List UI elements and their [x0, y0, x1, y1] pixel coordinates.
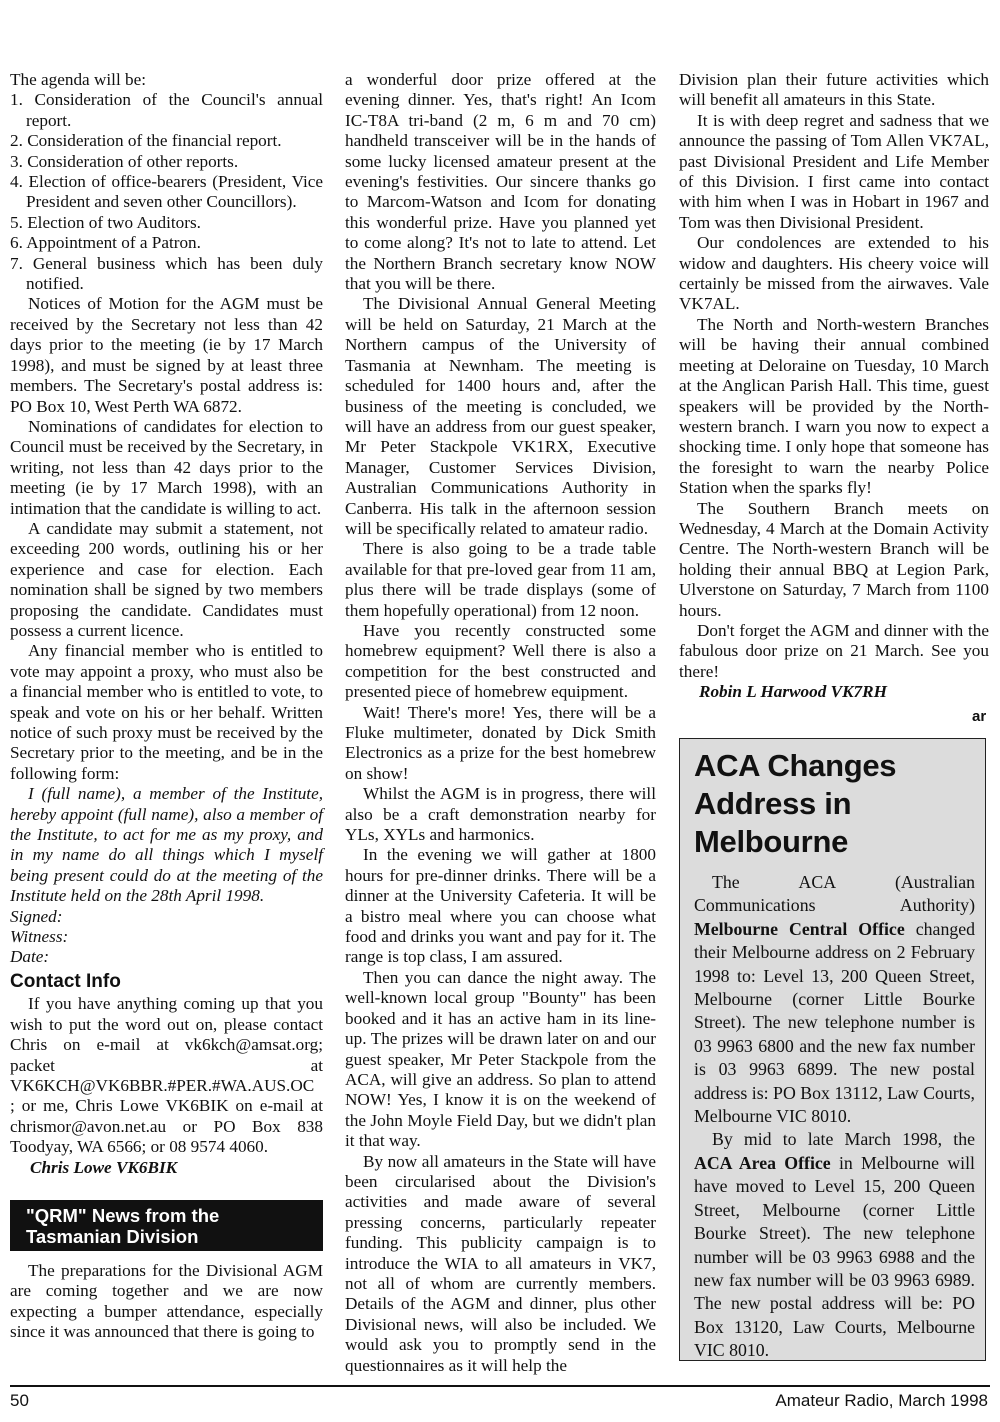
text-run-bold: Melbourne Central Office [694, 918, 905, 939]
page-number: 50 [10, 1391, 29, 1410]
section-banner-tasmanian [10, 1200, 323, 1251]
paragraph: The North and North-western Branches will be having their annual combined meeting at Deloraine on Tuesday, 10 March at the Anglican Parish Hall. This time, guest speakers will be provided by the North-western branch. I warn you now to expect a shocking time. I only hope that someone has the foresight to warn the nearby Police Station when the sparks fly! [679, 314, 989, 498]
box-paragraph [694, 871, 975, 1128]
paragraph-contact: If you have anything coming up that you wish to put the word out on, please contact Chris on e-mail at vk6kch@amsat.org; packet at VK6KCH@VK6BBR.#PER.#WA.AUS.OC ; or me, Chris Lowe VK6BIK on e-mail at chrismor@avon.net.au or PO Box 838 Toodyay, WA 6566; or 08 9574 4060. [10, 994, 323, 1157]
contact-info-heading: Contact Info [10, 970, 121, 992]
paragraph-motions: Notices of Motion for the AGM must be received by the Secretary not less than 42 days prior to the meeting (ie by 17 March 1998), and must be signed by at least three members. The Secretary's postal address is: PO Box 10, West Perth WA 6872. [10, 294, 323, 416]
banner-line: "QRM" News from the [26, 1204, 220, 1226]
column-middle [345, 70, 656, 1376]
box-title-line: Melbourne [694, 824, 849, 859]
box-title [694, 747, 975, 861]
signature-robin-harwood: Robin L Harwood VK7RH [699, 682, 887, 702]
paragraph: a wonderful door prize offered at the evening dinner. Yes, that's right! An Icom IC-T8A tri-band (2 m, 6 m and 70 cm) handheld transceiver will be in the hands of some lucky licensed amateur present at the evening's festivities. Our sincere thanks go to Marcom-Watson and Icom for donating this wonderful prize. Have you planned yet to come along? It's not to late to attend. Let the Northern Branch secretary know NOW that you will be there. [345, 70, 656, 294]
column-right [679, 70, 989, 703]
banner-line: Tasmanian Division [26, 1225, 199, 1247]
paragraph-tas-intro: The preparations for the Divisional AGM are coming together and we are now expecting a bumper attendance, especially since it was announced that there is going to [10, 1260, 323, 1342]
agenda-item: 2. Consideration of the financial report. [10, 131, 282, 151]
text-run-bold: ACA Area Office [694, 1152, 831, 1173]
witness-line: Witness: [10, 927, 69, 947]
paragraph: Wait! There's more! Yes, there will be a Fluke multimeter, donated by Dick Smith Electronics as a prize for the best homebrew on show! [345, 702, 656, 783]
paragraph: Then you can dance the night away. The well-known local group "Bounty" has been booked and it has an active ham in its line-up. The prizes will be drawn later on and our guest speaker, Mr Peter Stackpole from the ACA, will give an address. So plan to attend NOW! Yes, I know it is on the weekend of the John Moyle Field Day, but we didn't plan it that way. [345, 967, 656, 1151]
proxy-form-text: I (full name), a member of the Institute, hereby appoint (full name), also a member of the Institute, to act for me as my proxy, and in my name do all things which I myself being present could do at the meeting of the Institute held on the 28th April 1998. [10, 784, 323, 906]
date-line: Date: [10, 947, 50, 967]
text-run: in Melbourne will have moved to Level 15, 200 Queen Street, Melbourne (corner Little Bourke Street). The new telephone number will be 03 9963 6988 and the new fax number will be 03 9963 6989. The new postal address will be: PO Box 13120, Law Courts, Melbourne VIC 8010. [694, 1152, 975, 1361]
agenda-item: 6. Appointment of a Patron. [10, 233, 201, 253]
box-paragraph [694, 1128, 975, 1362]
agenda-item: 4. Election of office-bearers (President, Vice President and seven other Councillors). [10, 172, 323, 212]
agenda-item: 3. Consideration of other reports. [10, 151, 239, 171]
paragraph: It is with deep regret and sadness that we announce the passing of Tom Allen VK7AL, past Divisional President and Life Member of this Division. I first came into contact with him when I was in Hobart in 1967 and Tom was then Divisional President. [679, 110, 989, 232]
paragraph-nominations: Nominations of candidates for election to Council must be received by the Secretary, in writing, not less than 42 days prior to the meeting (ie by 17 March 1998), with an intimation that the candidate is willing to act. [10, 416, 323, 518]
paragraph: Don't forget the AGM and dinner with the fabulous door prize on 21 March. See you there! [679, 620, 989, 681]
agenda-intro: The agenda will be: [10, 70, 147, 89]
signed-line: Signed: [10, 906, 63, 926]
agenda-item: 1. Consideration of the Council's annual report. [10, 90, 323, 130]
paragraph: There is also going to be a trade table available for that pre-loved gear from 11 am, plus there will be trade displays (some of them hopefully operational) from 12 noon. [345, 539, 656, 620]
end-mark: ar [972, 708, 987, 725]
box-title-line: Address in [694, 786, 852, 821]
text-run: The ACA (Australian Communications Authority) [694, 872, 975, 916]
paragraph: Division plan their future activities which will benefit all amateurs in this State. [679, 70, 989, 110]
aca-address-box [679, 738, 986, 1361]
column-left [10, 70, 323, 1343]
text-run: changed their Melbourne address on 2 February 1998 to: Level 13, 200 Queen Street, Melbourne (corner Little Bourke Street). The new telephone number is 03 9963 6800 and the new fax number is 03 9963 6899. The new postal address is: PO Box 13112, Law Courts, Melbourne VIC 8010. [694, 918, 976, 1127]
box-title-line: ACA Changes [694, 748, 897, 783]
paragraph-statement: A candidate may submit a statement, not exceeding 200 words, outlining his or her experience and case for election. Each nomination shall be signed by two members proposing the candidate. Candidates must possess a current licence. [10, 518, 323, 640]
signature-chris-lowe: Chris Lowe VK6BIK [30, 1157, 178, 1177]
agenda-item: 7. General business which has been duly notified. [10, 253, 323, 294]
paragraph: The Southern Branch meets on Wednesday, 4 March at the Domain Activity Centre. The North-western Branch will be holding their annual BBQ at Legion Park, Ulverstone on Saturday, 7 March from 1100 hours. [679, 498, 989, 620]
text-run: By mid to late March 1998, the [712, 1129, 975, 1150]
publication-name: Amateur Radio, March 1998 [775, 1391, 988, 1410]
paragraph: In the evening we will gather at 1800 hours for pre-dinner drinks. There will be a dinner at the University Cafeteria. It will be a bistro meal where you can choose what food and drinks you want and pay for it. The range is top class, I am assured. [345, 845, 656, 967]
footer-rule [10, 1385, 990, 1387]
paragraph: Whilst the AGM is in progress, there will also be a craft demonstration nearby for YLs, XYLs and harmonics. [345, 784, 656, 845]
paragraph: Have you recently constructed some homebrew equipment? Well there is also a competition for the best constructed and presented piece of homebrew equipment. [345, 620, 656, 702]
paragraph: Our condolences are extended to his widow and daughters. His cheery voice will certainly be missed from the airwaves. Vale VK7AL. [679, 233, 989, 314]
paragraph: The Divisional Annual General Meeting will be held on Saturday, 21 March at the Northern campus of the University of Tasmania at Newnham. The meeting is scheduled for 1400 hours and, after the business of the meeting is concluded, we will have an address from our guest speaker, Mr Peter Stackpole VK1RX, Executive Manager, Customer Services Division, Australian Communications Authority in Canberra. His talk in the afternoon session will be specifically related to amateur radio. [345, 294, 656, 538]
agenda-list [10, 90, 323, 294]
paragraph-proxy: Any financial member who is entitled to vote may appoint a proxy, who must also be a financial member who is entitled to vote, to speak and vote on his or her behalf. Written notice of such proxy must be received by the Secretary prior to the meeting, and be in the following form: [10, 641, 323, 783]
agenda-item: 5. Election of two Auditors. [10, 212, 201, 232]
paragraph: By now all amateurs in the State will have been circularised about the Division's activities and made aware of several pressing concerns, particularly repeater funding. This publicity campaign is to introduce the WIA to all amateurs in VK7, not all of whom are currently members. Details of the AGM and dinner, plus other Divisional news, will also be included. We would ask you to promptly send in the questionnaires as it will help the [345, 1151, 656, 1375]
